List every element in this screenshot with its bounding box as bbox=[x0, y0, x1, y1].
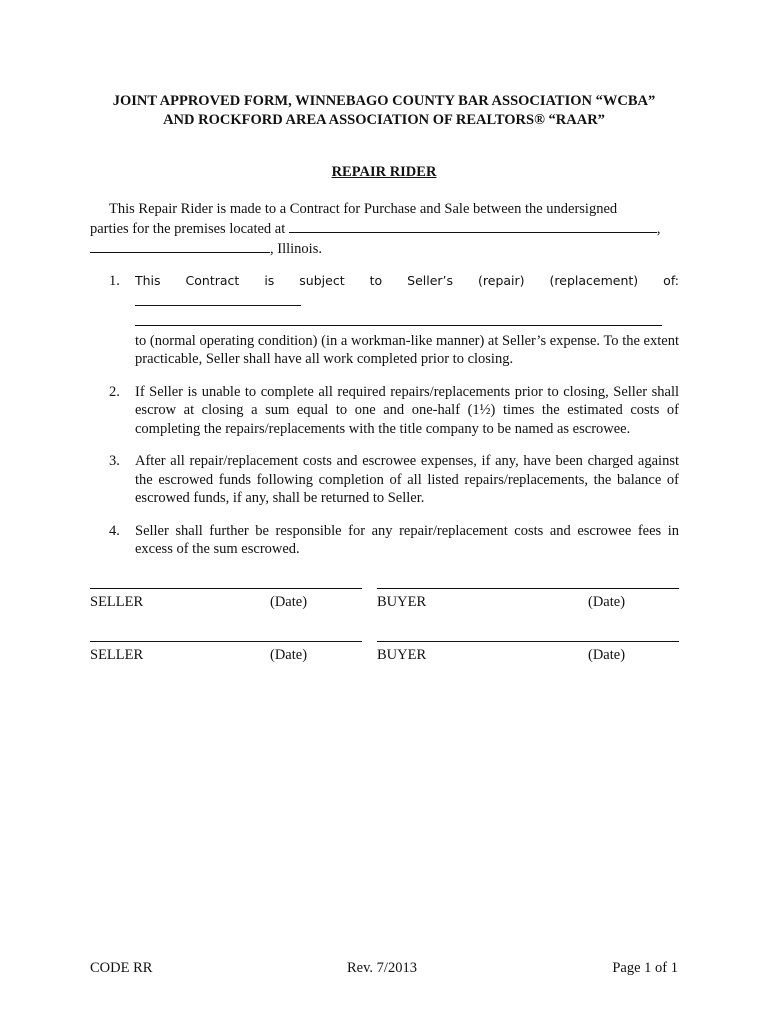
list-item bbox=[109, 522, 679, 559]
buyer-date-label: (Date) bbox=[588, 647, 626, 663]
item-3-text: After all repair/replacement costs and escrowee expenses, if any, have been charged against the escrowed funds following completion of all listed repairs/replacements, the balance of escrowed funds, if any, shall be returned to Seller. bbox=[135, 453, 679, 506]
seller-date-label: (Date) bbox=[270, 647, 308, 663]
document-title: REPAIR RIDER bbox=[331, 164, 437, 180]
seller-label: SELLER bbox=[90, 594, 144, 610]
premises-city-blank[interactable] bbox=[90, 238, 270, 253]
item-1-text-b: to (normal operating condition) (in a workman-like manner) at Seller’s expense. To the extent practicable, Seller shall have all work completed prior to closing. bbox=[135, 332, 679, 367]
list-item bbox=[109, 272, 679, 369]
header-line-1: JOINT APPROVED FORM, WINNEBAGO COUNTY BAR ASSOCIATION “WCBA” bbox=[112, 93, 656, 109]
form-header bbox=[0, 92, 768, 130]
intro-line-3 bbox=[90, 238, 678, 258]
repair-items-blank-2[interactable] bbox=[135, 311, 662, 326]
item-number: 1. bbox=[109, 273, 120, 289]
signature-row-1 bbox=[90, 588, 680, 628]
page-number: Page 1 of 1 bbox=[612, 960, 678, 976]
seller-date-label: (Date) bbox=[270, 594, 308, 610]
item-2-text: If Seller is unable to complete all required repairs/replacements prior to closing, Seller shall escrow at closing a sum equal to one and one-half (1½) times the estimated costs of completing the repairs/replacements with the title company to be named as escrowee. bbox=[135, 383, 679, 437]
buyer-date-label: (Date) bbox=[588, 594, 626, 610]
revision-date: Rev. 7/2013 bbox=[347, 960, 417, 976]
rider-items bbox=[109, 272, 679, 559]
form-code: CODE RR bbox=[90, 960, 153, 976]
signature-row-2 bbox=[90, 641, 680, 681]
seller-signature-line[interactable] bbox=[90, 641, 362, 642]
intro-premises-label: parties for the premises located at bbox=[90, 221, 286, 237]
intro-line-1: This Repair Rider is made to a Contract for Purchase and Sale between the undersigned bbox=[109, 201, 618, 217]
item-number: 4. bbox=[109, 522, 120, 539]
seller-label: SELLER bbox=[90, 647, 144, 663]
intro-illinois: , Illinois. bbox=[270, 241, 322, 257]
list-item bbox=[109, 383, 679, 439]
item-1-text-a: This Contract is subject to Seller’s (repair) (replacement) of: bbox=[135, 273, 679, 288]
item-number: 2. bbox=[109, 383, 120, 400]
list-item bbox=[109, 452, 679, 508]
intro-line-2 bbox=[90, 218, 678, 238]
repair-items-blank-1[interactable] bbox=[135, 291, 301, 306]
seller-signature-line[interactable] bbox=[90, 588, 362, 589]
buyer-label: BUYER bbox=[377, 594, 427, 610]
premises-address-blank[interactable] bbox=[289, 218, 657, 233]
intro-paragraph bbox=[90, 200, 678, 258]
item-4-text: Seller shall further be responsible for any repair/replacement costs and escrowee fees in excess of the sum escrowed. bbox=[135, 522, 679, 557]
header-line-2: AND ROCKFORD AREA ASSOCIATION OF REALTORS® “RAAR” bbox=[163, 112, 605, 128]
buyer-label: BUYER bbox=[377, 647, 427, 663]
buyer-signature-line[interactable] bbox=[377, 588, 679, 589]
item-number: 3. bbox=[109, 453, 120, 469]
intro-comma: , bbox=[656, 221, 661, 237]
buyer-signature-line[interactable] bbox=[377, 641, 679, 642]
